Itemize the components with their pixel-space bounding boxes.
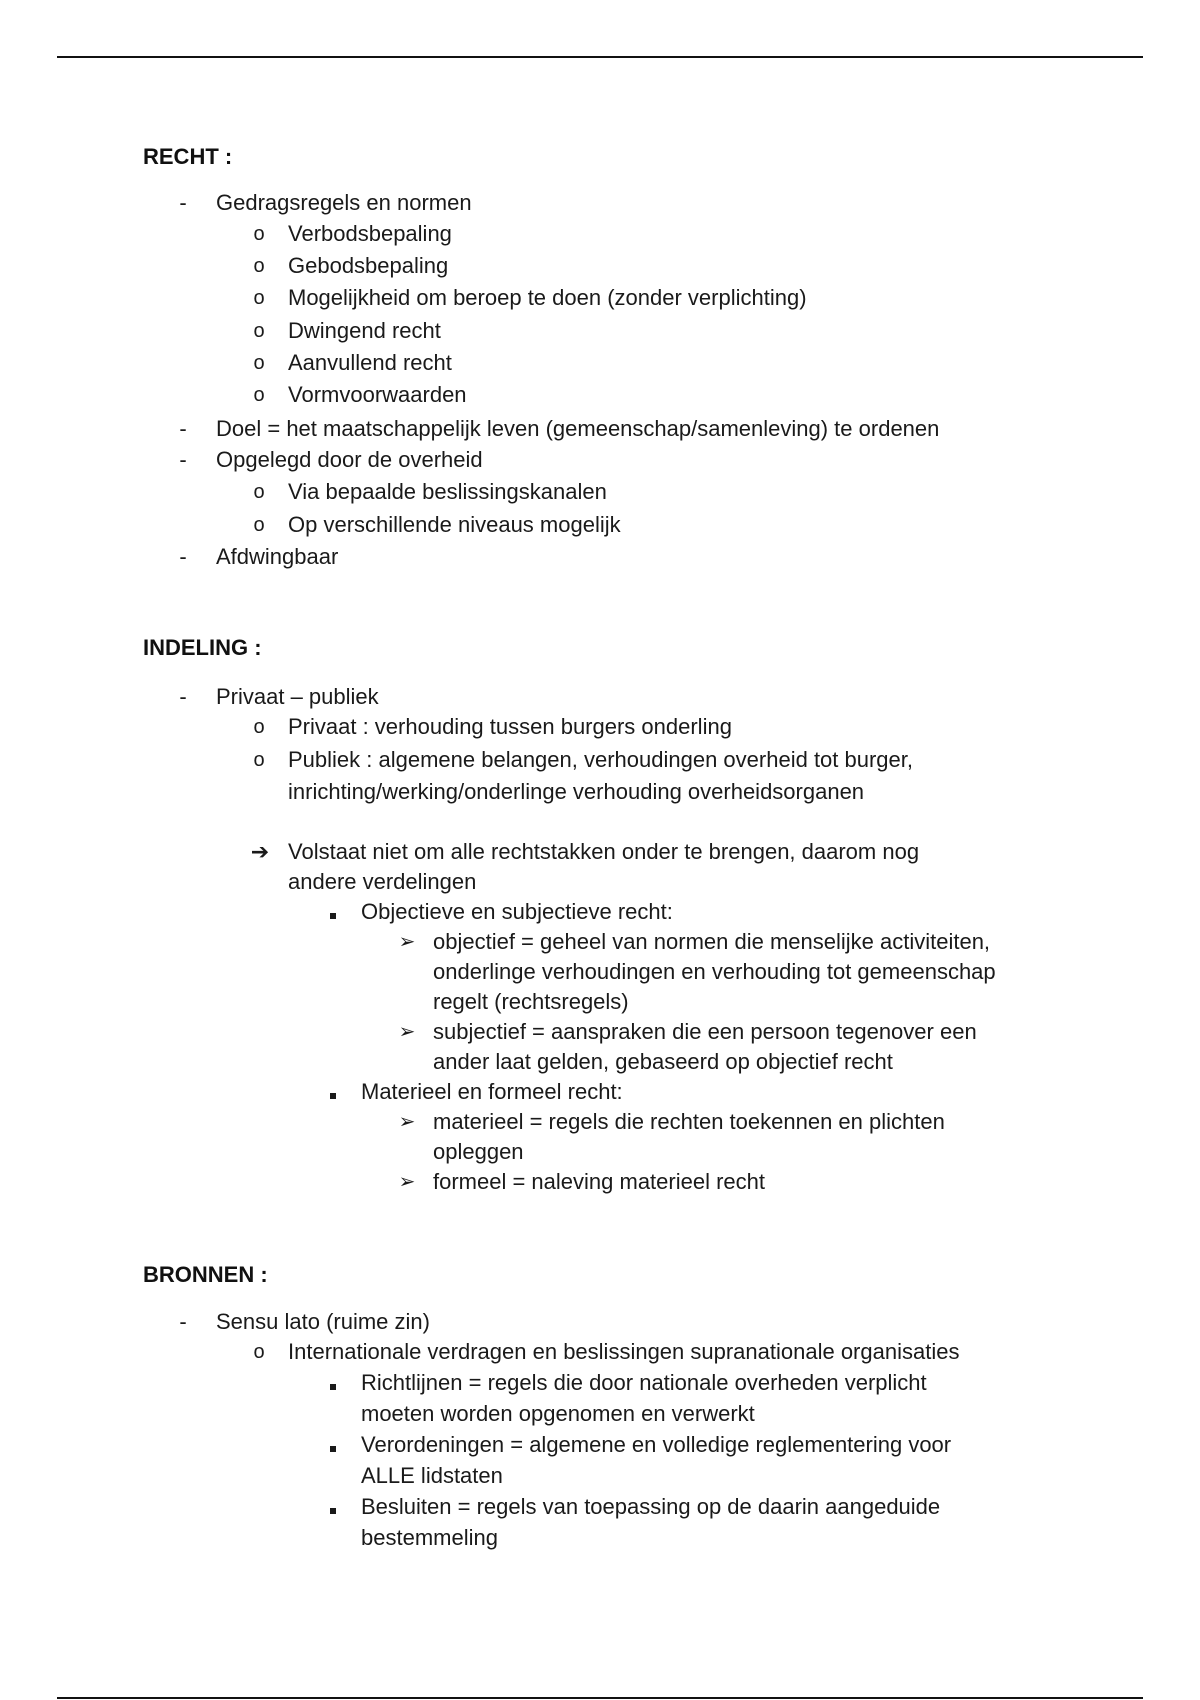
circle-bullet: o — [253, 352, 265, 374]
list-item-text: Via bepaalde beslissingskanalen — [288, 479, 607, 504]
list-item-text: opleggen — [433, 1139, 524, 1164]
list-item-text: inrichting/werking/onderlinge verhouding overheidsorganen — [288, 779, 865, 804]
list-item-text: Afdwingbaar — [216, 544, 339, 569]
arrowhead-bullet-icon: ➢ — [398, 1171, 416, 1193]
section-heading-bronnen: BRONNEN : — [143, 1262, 268, 1287]
circle-bullet: o — [253, 384, 265, 406]
list-item-text: Richtlijnen = regels die door nationale overheden verplicht — [361, 1370, 927, 1395]
dash-bullet: - — [179, 190, 187, 215]
list-item-text: Verordeningen = algemene en volledige reglementering voor — [361, 1432, 952, 1457]
list-item-text: Verbodsbepaling — [288, 221, 452, 246]
arrowhead-bullet-icon: ➢ — [398, 1111, 416, 1133]
list-item-text: Dwingend recht — [288, 318, 441, 343]
dash-bullet: - — [179, 1309, 187, 1334]
list-item-text: ALLE lidstaten — [361, 1463, 503, 1488]
bottom-rule — [57, 1697, 1143, 1699]
square-bullet-icon — [323, 1430, 343, 1460]
dash-bullet: - — [179, 544, 187, 569]
list-item-text: bestemmeling — [361, 1525, 498, 1550]
list-item-text: Mogelijkheid om beroep te doen (zonder verplichting) — [288, 285, 807, 310]
list-item-text: Vormvoorwaarden — [288, 382, 467, 407]
square-bullet-icon — [323, 897, 343, 927]
circle-bullet: o — [253, 287, 265, 309]
circle-bullet: o — [253, 223, 265, 245]
list-item-text: Gebodsbepaling — [288, 253, 449, 278]
section-heading-indeling: INDELING : — [143, 635, 262, 660]
list-item-text: objectief = geheel van normen die menselijke activiteiten, — [433, 929, 991, 954]
circle-bullet: o — [253, 320, 265, 342]
list-item-text: Opgelegd door de overheid — [216, 447, 483, 472]
list-item-text: Materieel en formeel recht: — [361, 1079, 623, 1104]
list-item-text: Privaat – publiek — [216, 684, 379, 709]
dash-bullet: - — [179, 684, 187, 709]
circle-bullet: o — [253, 1341, 265, 1363]
circle-bullet: o — [253, 255, 265, 277]
top-rule — [57, 56, 1143, 58]
list-item-text: Besluiten = regels van toepassing op de daarin aangeduide — [361, 1494, 941, 1519]
list-item-text: subjectief = aanspraken die een persoon tegenover een — [433, 1019, 977, 1044]
circle-bullet: o — [253, 716, 265, 738]
list-item-text: ander laat gelden, gebaseerd op objectief recht — [433, 1049, 893, 1074]
list-item-text: Internationale verdragen en beslissingen supranationale organisaties — [288, 1339, 960, 1364]
list-item-text: materieel = regels die rechten toekennen en plichten — [433, 1109, 945, 1134]
right-arrow-icon: ➔ — [250, 839, 270, 864]
list-item-text: Op verschillende niveaus mogelijk — [288, 512, 621, 537]
list-item-text: Privaat : verhouding tussen burgers onderling — [288, 714, 732, 739]
square-bullet-icon — [323, 1077, 343, 1107]
list-item-text: formeel = naleving materieel recht — [433, 1169, 765, 1194]
list-item-text: moeten worden opgenomen en verwerkt — [361, 1401, 755, 1426]
list-item-text: Aanvullend recht — [288, 350, 452, 375]
list-item-text: Gedragsregels en normen — [216, 190, 472, 215]
section-heading-recht: RECHT : — [143, 144, 233, 169]
list-item-text: regelt (rechtsregels) — [433, 989, 629, 1014]
list-item-text: Volstaat niet om alle rechtstakken onder te brengen, daarom nog — [288, 839, 920, 864]
square-bullet-icon — [323, 1492, 343, 1522]
list-item-text: andere verdelingen — [288, 869, 477, 894]
circle-bullet: o — [253, 514, 265, 536]
dash-bullet: - — [179, 447, 187, 472]
list-item-text: Doel = het maatschappelijk leven (gemeenschap/samenleving) te ordenen — [216, 416, 940, 441]
square-bullet-icon — [323, 1368, 343, 1398]
list-item-text: Objectieve en subjectieve recht: — [361, 899, 673, 924]
arrowhead-bullet-icon: ➢ — [398, 1021, 416, 1043]
list-item-text: Sensu lato (ruime zin) — [216, 1309, 430, 1334]
circle-bullet: o — [253, 481, 265, 503]
arrowhead-bullet-icon: ➢ — [398, 931, 416, 953]
list-item-text: onderlinge verhoudingen en verhouding tot gemeenschap — [433, 959, 996, 984]
list-item-text: Publiek : algemene belangen, verhoudingen overheid tot burger, — [288, 747, 914, 772]
circle-bullet: o — [253, 749, 265, 771]
dash-bullet: - — [179, 416, 187, 441]
